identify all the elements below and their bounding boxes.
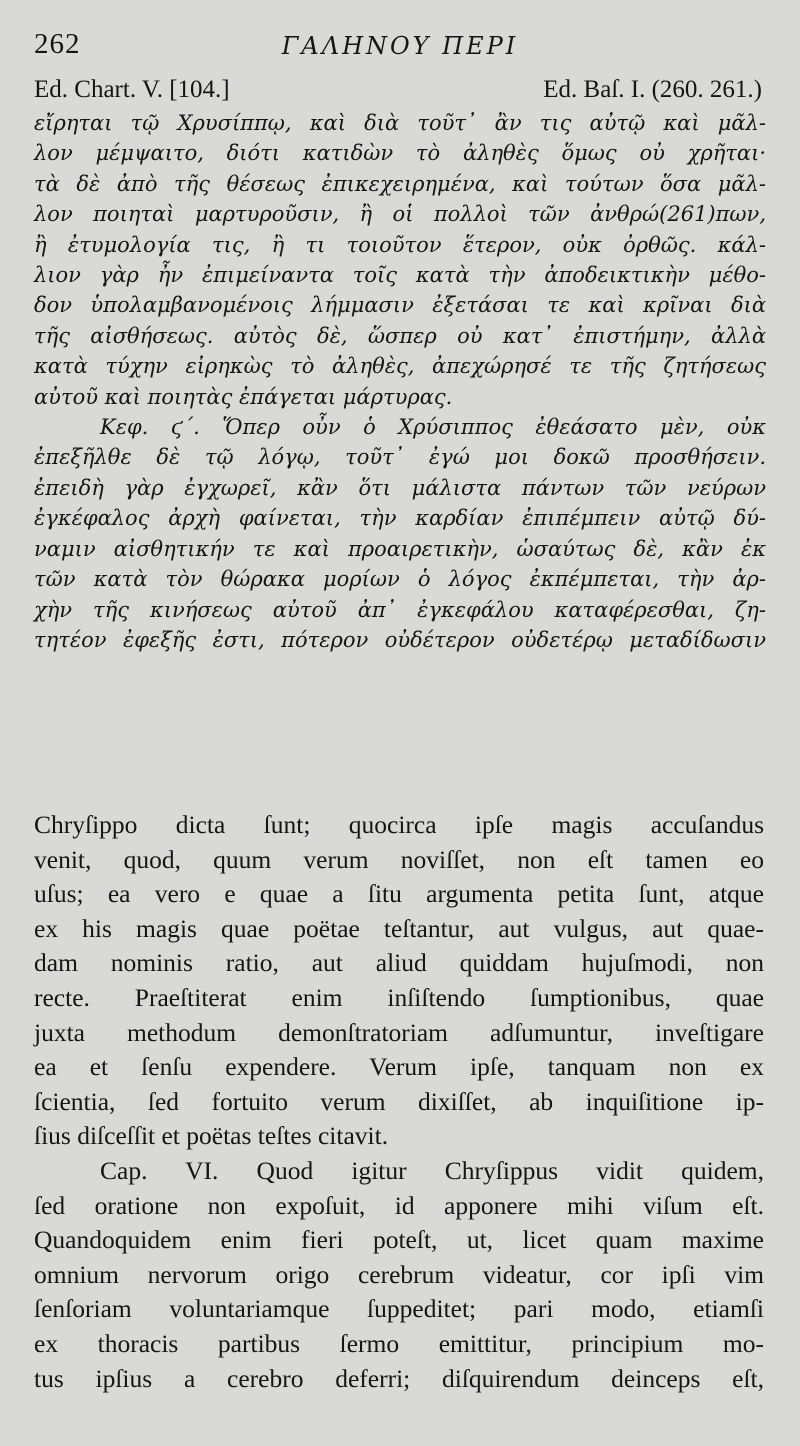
greek-line: ναμιν αἰσθητικήν τε καὶ προαιρετικὴν, ὡσαύτως δὲ, κἂν ἐκ xyxy=(34,536,766,561)
page-number: 262 xyxy=(34,28,81,60)
edition-line xyxy=(34,76,762,106)
greek-line: ἐγκέφαλος ἀρχὴ φαίνεται, τὴν καρδίαν ἐπιπέμπειν αὐτῷ δύ- xyxy=(34,506,766,531)
page-header xyxy=(34,28,766,68)
greek-line: λιον γὰρ ἦν ἐπιμείναντα τοῖς κατὰ τὴν ἀποδεικτικὴν μέθο- xyxy=(34,263,766,288)
greek-chapter-heading-line: Κεφ. ϛ΄. Ὅπερ οὖν ὁ Χρύσιππος ἐθεάσατο μὲν, οὐκ xyxy=(100,415,766,440)
latin-chapter-heading-line: Cap. VI. Quod igitur Chryſippus vidit quidem, xyxy=(100,1155,764,1185)
edition-chartier: Ed. Chart. V. [104.] xyxy=(34,76,230,103)
latin-line: ſius diſceſſit et poëtas teſtes citavit. xyxy=(34,1121,389,1151)
latin-line: ſed oratione non expoſuit, id apponere mihi viſum eſt. xyxy=(34,1190,764,1220)
greek-line: αὐτοῦ καὶ ποιητὰς ἐπάγεται μάρτυρας. xyxy=(34,384,453,409)
greek-line: τῶν κατὰ τὸν θώρακα μορίων ὁ λόγος ἐκπέμπεται, τὴν ἀρ- xyxy=(34,567,766,592)
greek-line: τῆς αἰσθήσεως. αὐτὸς δὲ, ὥσπερ οὐ κατ᾿ ἐπιστήμην, ἀλλὰ xyxy=(34,323,766,348)
greek-line: χὴν τῆς κινήσεως αὐτοῦ ἀπ᾿ ἐγκεφάλου καταφέρεσθαι, ζη- xyxy=(34,597,766,622)
latin-line: venit, quod, quum verum noviſſet, non eſt tamen eo xyxy=(34,844,764,874)
latin-line: ſcientia, ſed fortuito verum dixiſſet, ab inquiſitione ip- xyxy=(34,1086,764,1116)
greek-line: ἐπεξῆλθε δὲ τῷ λόγῳ, τοῦτ᾿ ἐγώ μοι δοκῶ προσθήσειν. xyxy=(34,445,766,470)
latin-text-block xyxy=(34,808,764,1396)
latin-line: dam nominis ratio, aut aliud quiddam hujuſmodi, non xyxy=(34,948,764,978)
latin-line: tus ipſius a cerebro deferri; diſquirendum deinceps eſt, xyxy=(34,1363,764,1393)
greek-line: λον ποιηταὶ μαρτυροῦσιν, ἢ οἱ πολλοὶ τῶν ἀνθρώ(261)πων, xyxy=(34,202,766,227)
greek-line: τὰ δὲ ἀπὸ τῆς θέσεως ἐπικεχειρημένα, καὶ τούτων ὅσα μᾶλ- xyxy=(34,171,766,196)
latin-line: Quandoquidem enim fieri poteſt, ut, licet quam maxime xyxy=(34,1225,764,1255)
latin-line: ea et ſenſu expendere. Verum ipſe, tanquam non ex xyxy=(34,1052,764,1082)
latin-line: juxta methodum demonſtratoriam adſumuntur, inveſtigare xyxy=(34,1017,764,1047)
greek-line: ἢ ἐτυμολογία τις, ἢ τι τοιοῦτον ἕτερον, οὐκ ὀρθῶς. κάλ- xyxy=(34,232,766,257)
latin-line: Chryſippo dicta ſunt; quocirca ipſe magis accuſandus xyxy=(34,810,764,839)
latin-line: ex his magis quae poëtae teſtantur, aut vulgus, aut quae- xyxy=(34,913,764,943)
greek-text-block xyxy=(34,108,766,655)
edition-basel: Ed. Baſ. I. (260. 261.) xyxy=(543,76,762,103)
greek-line: κατὰ τύχην εἰρηκὼς τὸ ἀληθὲς, ἀπεχώρησέ τε τῆς ζητήσεως xyxy=(34,354,766,379)
latin-line: ex thoracis partibus ſermo emittitur, principium mo- xyxy=(34,1328,764,1358)
greek-line: εἴρηται τῷ Χρυσίππῳ, καὶ διὰ τοῦτ᾿ ἂν τις αὐτῷ καὶ μᾶλ- xyxy=(34,111,766,135)
greek-line: τητέον ἐφεξῆς ἐστι, πότερον οὐδέτερον οὐδετέρῳ μεταδίδωσιν xyxy=(34,627,766,652)
greek-line: λον μέμψαιτο, διότι κατιδὼν τὸ ἀληθὲς ὅμως οὐ χρῆται· xyxy=(34,141,766,166)
latin-line: recte. Praeſtiterat enim inſiſtendo ſumptionibus, quae xyxy=(34,982,764,1012)
running-title: ΓΑΛΗΝΟΥ ΠΕΡΙ xyxy=(281,32,519,60)
greek-line: ἐπειδὴ γὰρ ἐγχωρεῖ, κἂν ὅτι μάλιστα πάντων τῶν νεύρων xyxy=(34,475,766,500)
latin-line: uſus; ea vero e quae a ſitu argumenta petita ſunt, atque xyxy=(34,879,764,909)
greek-line: δον ὑπολαμβανομένοις λήμμασιν ἐξετάσαι τε καὶ κρῖναι διὰ xyxy=(34,293,766,318)
latin-line: omnium nervorum origo cerebrum videatur, cor ipſi vim xyxy=(34,1259,764,1289)
latin-line: ſenſoriam voluntariamque ſuppeditet; pari modo, etiamſi xyxy=(34,1294,764,1324)
